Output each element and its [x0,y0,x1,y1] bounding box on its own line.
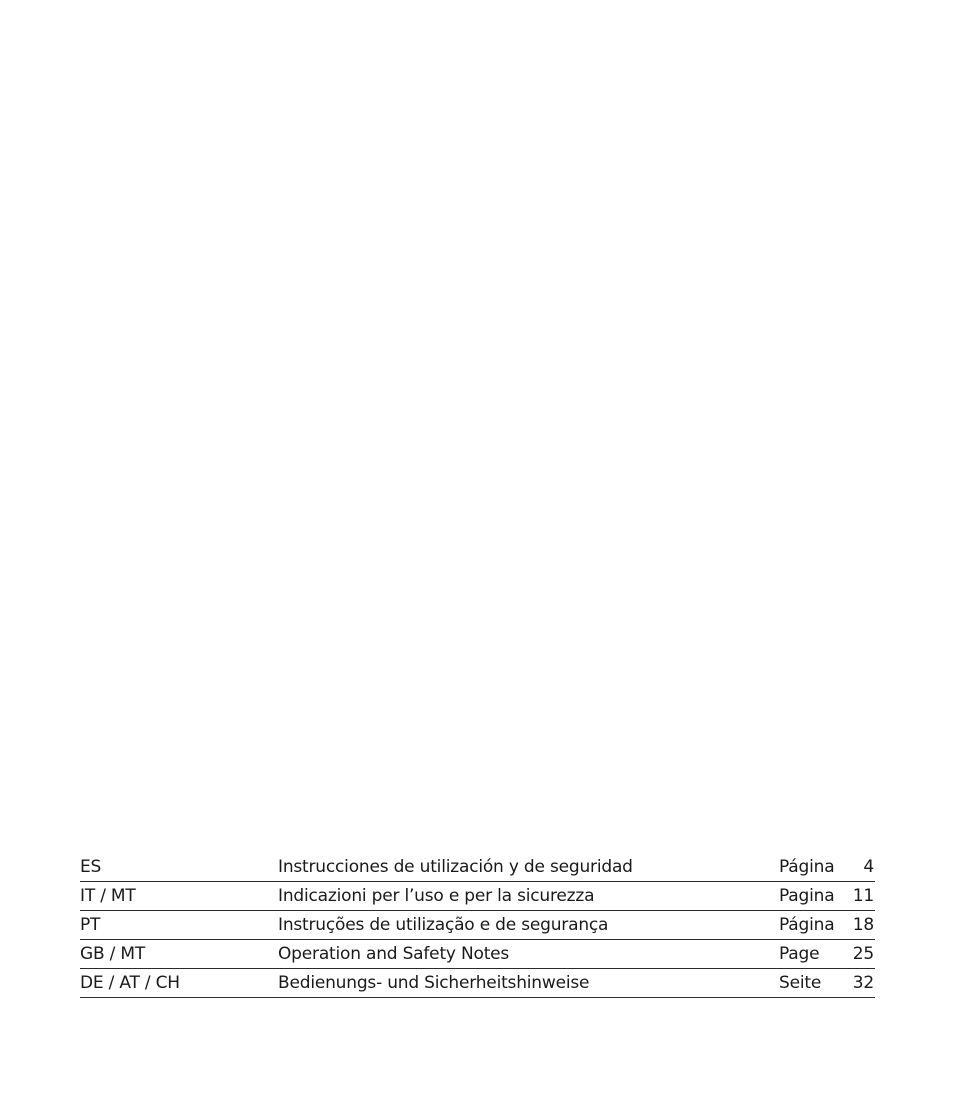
toc-row-es [80,853,875,882]
language-code: PT [80,915,101,935]
language-code: IT / MT [80,886,136,906]
language-code: ES [80,857,102,877]
section-title: Instrucciones de utilización y de seguridad [278,857,633,877]
language-index-table [80,853,875,998]
language-code: DE / AT / CH [80,973,180,993]
page-number: 32 [852,973,874,993]
language-code: GB / MT [80,944,146,964]
toc-row-gb-mt [80,940,875,969]
page-number: 25 [852,944,874,964]
page-label: Página [779,915,835,935]
page-label: Pagina [779,886,835,906]
section-title: Indicazioni per l’uso e per la sicurezza [278,886,595,906]
toc-row-pt [80,911,875,940]
section-title: Instruções de utilização e de segurança [278,915,609,935]
toc-row-de-at-ch [80,969,875,998]
page-number: 18 [852,915,874,935]
page-label: Page [779,944,820,964]
toc-row-it-mt [80,882,875,911]
page-number: 4 [863,857,874,877]
page-label: Página [779,857,835,877]
section-title: Operation and Safety Notes [278,944,510,964]
section-title: Bedienungs- und Sicherheitshinweise [278,973,590,993]
page-number: 11 [852,886,874,906]
page-label: Seite [779,973,822,993]
